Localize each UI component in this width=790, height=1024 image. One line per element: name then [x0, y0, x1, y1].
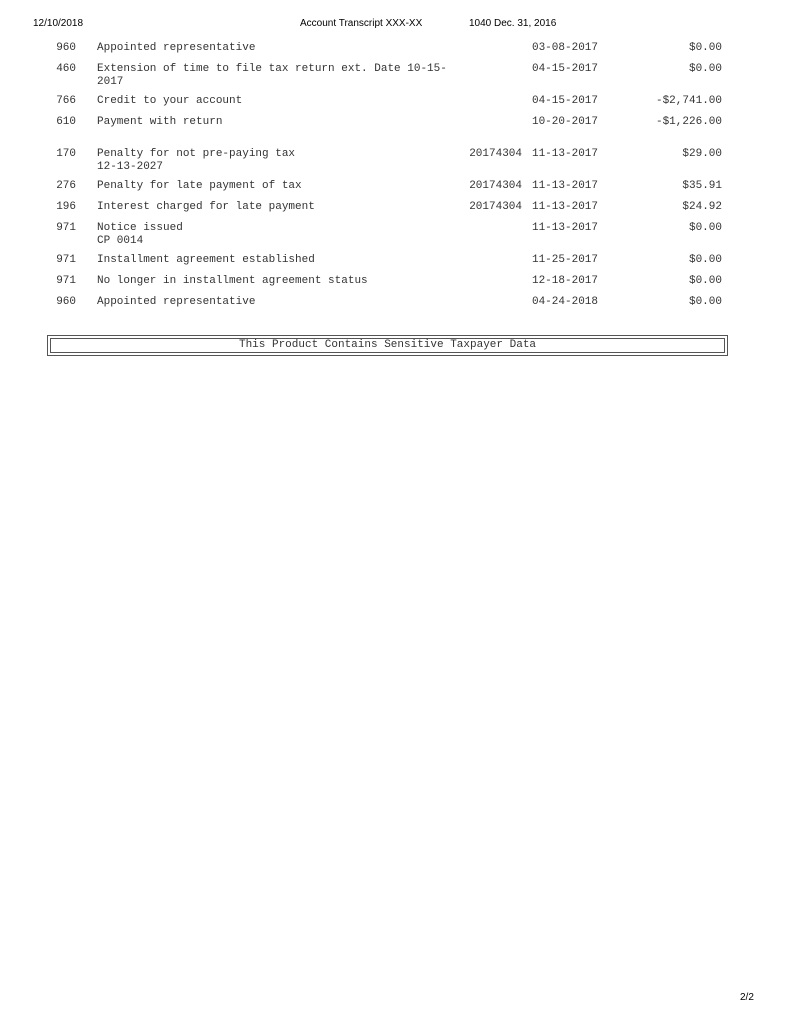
transaction-row: [0, 275, 790, 296]
transaction-row: [0, 148, 790, 180]
transaction-description-line: Appointed representative: [97, 42, 256, 54]
transaction-row: [0, 180, 790, 201]
transaction-description-detail: 12-13-2027: [97, 161, 164, 173]
transaction-amount: -$1,226.00: [655, 116, 722, 128]
transaction-description: [97, 148, 462, 174]
transaction-code: 196: [56, 201, 76, 213]
transaction-code: 170: [56, 148, 76, 160]
transaction-description-line: Credit to your account: [97, 95, 243, 107]
transaction-description-line: Penalty for late payment of tax: [97, 180, 302, 192]
transaction-amount: $0.00: [688, 42, 722, 54]
transaction-code: 971: [56, 254, 76, 266]
transaction-date: 11-13-2017: [531, 180, 598, 192]
transaction-amount: $0.00: [688, 254, 722, 266]
transaction-description: [97, 95, 462, 108]
transaction-code: 971: [56, 275, 76, 287]
transaction-description-line: Payment with return: [97, 116, 223, 128]
transaction-amount: $24.92: [682, 201, 722, 213]
transaction-description: [97, 116, 462, 129]
transcript-title: Account Transcript XXX-XX: [300, 18, 423, 29]
transaction-description-line: No longer in installment agreement status: [97, 275, 368, 287]
transaction-amount: $0.00: [688, 275, 722, 287]
print-date: 12/10/2018: [33, 18, 84, 29]
sensitive-data-notice: [47, 335, 728, 356]
transaction-date: 11-13-2017: [531, 148, 598, 160]
transaction-description-line: Extension of time to file tax return ext. Date 10-15-: [97, 63, 447, 75]
page-number: 2/2: [740, 992, 754, 1003]
transaction-description-line: Penalty for not pre-paying tax: [97, 148, 296, 160]
transaction-description: [97, 180, 462, 193]
transaction-code: 610: [56, 116, 76, 128]
print-header: [0, 18, 790, 32]
transaction-code: 960: [56, 42, 76, 54]
transaction-row: [0, 42, 790, 63]
transaction-date: 11-13-2017: [531, 201, 598, 213]
transaction-description: [97, 42, 462, 55]
transaction-date: 11-13-2017: [531, 222, 598, 234]
transaction-code: 971: [56, 222, 76, 234]
transaction-row: [0, 254, 790, 275]
transaction-cycle: 20174304: [469, 201, 522, 213]
transaction-description-line: Appointed representative: [97, 296, 256, 308]
transaction-code: 276: [56, 180, 76, 192]
tax-period: 1040 Dec. 31, 2016: [469, 18, 557, 29]
transaction-description: [97, 222, 462, 248]
transaction-date: 11-25-2017: [531, 254, 598, 266]
transaction-description: [97, 254, 462, 267]
transaction-row: [0, 222, 790, 254]
transaction-amount: -$2,741.00: [655, 95, 722, 107]
transactions-list: [0, 42, 790, 317]
transaction-description-line: Installment agreement established: [97, 254, 315, 266]
transaction-description: [97, 275, 462, 288]
transaction-code: 460: [56, 63, 76, 75]
sensitive-data-notice-text: This Product Contains Sensitive Taxpayer Data: [50, 338, 725, 353]
transaction-description-detail: 2017: [97, 76, 124, 88]
transaction-date: 12-18-2017: [531, 275, 598, 287]
transaction-description-line: Interest charged for late payment: [97, 201, 315, 213]
transaction-row: [0, 63, 790, 95]
transaction-amount: $35.91: [682, 180, 722, 192]
transaction-cycle: 20174304: [469, 180, 522, 192]
transaction-row: [0, 201, 790, 222]
transaction-date: 03-08-2017: [531, 42, 598, 54]
transaction-cycle: 20174304: [469, 148, 522, 160]
transaction-amount: $29.00: [682, 148, 722, 160]
transaction-row: [0, 116, 790, 148]
transaction-description: [97, 296, 462, 309]
transaction-description: [97, 63, 462, 89]
transaction-amount: $0.00: [688, 296, 722, 308]
transaction-date: 04-15-2017: [531, 63, 598, 75]
transaction-row: [0, 95, 790, 116]
transaction-description-detail: CP 0014: [97, 235, 144, 247]
transaction-description-line: Notice issued: [97, 222, 183, 234]
transaction-date: 10-20-2017: [531, 116, 598, 128]
transaction-code: 766: [56, 95, 76, 107]
transaction-date: 04-15-2017: [531, 95, 598, 107]
transaction-description: [97, 201, 462, 214]
transaction-amount: $0.00: [688, 222, 722, 234]
transaction-date: 04-24-2018: [531, 296, 598, 308]
transaction-amount: $0.00: [688, 63, 722, 75]
transaction-row: [0, 296, 790, 317]
transaction-code: 960: [56, 296, 76, 308]
